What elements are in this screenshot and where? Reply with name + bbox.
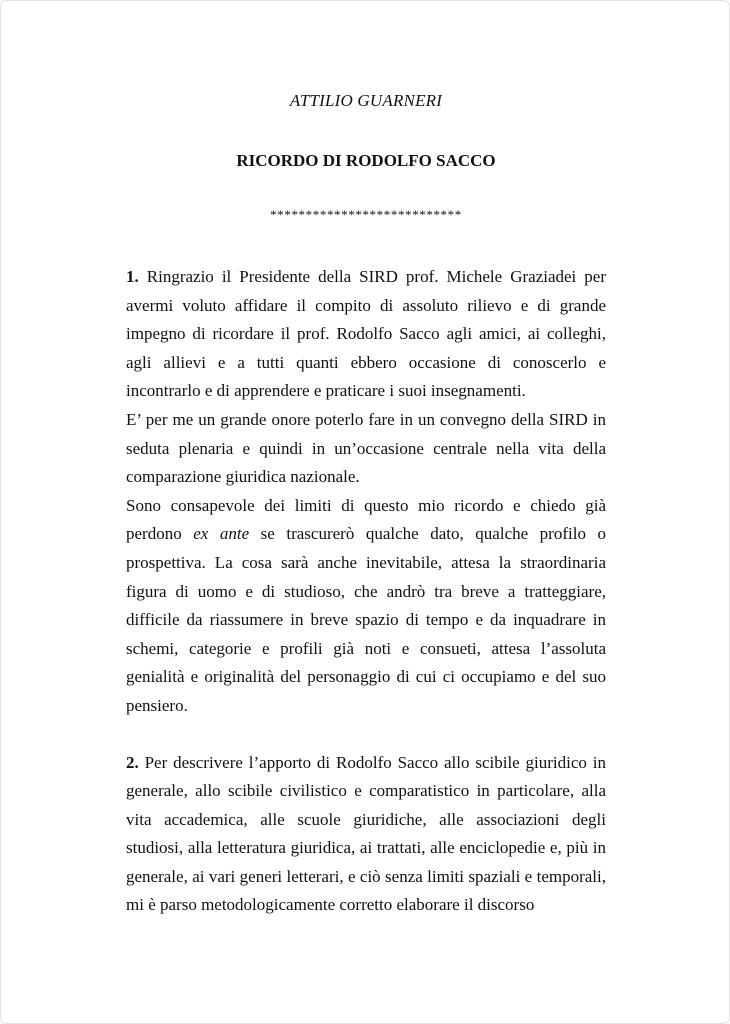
paragraph-text: se trascurerò qualche dato, qualche profilo o prospettiva. La cosa sarà anche inevitabile, attesa la straordinaria figura di uomo e di studioso, che andrò tra breve a tratteggiare, difficile da riassumere in breve spazio di tempo e da inquadrare in schemi, categorie e profili già noti e consueti, attesa l’assoluta genialità e originalità del personaggio di cui ci occupiamo e del suo pensiero. bbox=[126, 524, 606, 715]
paragraph-1-1 bbox=[126, 263, 606, 406]
document-title: RICORDO DI RODOLFO SACCO bbox=[236, 151, 496, 170]
paragraph-2-1 bbox=[126, 749, 606, 921]
section-number-2: 2. bbox=[126, 752, 139, 772]
paragraph-text: Ringrazio il Presidente della SIRD prof. Michele Graziadei per avermi voluto affidare il compito di assoluto rilievo e di grande impegno di ricordare il prof. Rodolfo Sacco agli amici, ai colleghi, agli allievi e a tutti quanti ebbero occasione di conoscerlo e incontrarlo e di apprendere e praticare i suoi insegnamenti. bbox=[126, 267, 606, 401]
section-number-1: 1. bbox=[126, 267, 139, 286]
paragraph-text: Sono consapevole dei limiti di questo mio ricordo e chiedo già perdono bbox=[126, 495, 606, 544]
author-name: ATTILIO GUARNERI bbox=[289, 91, 443, 110]
paragraph-1-3 bbox=[126, 492, 606, 721]
italic-phrase: ex ante bbox=[193, 524, 250, 544]
separator-line: *************************** bbox=[270, 207, 462, 222]
paragraph-text: Per descrivere l’apporto di Rodolfo Sacco allo scibile giuridico in generale, allo scibile civilistico e comparatistico in particolare, alla vita accademica, alle scuole giuridiche, alle associazioni degli studiosi, alla letteratura giuridica, ai trattati, alle enciclopedie e, più in generale, ai vari generi letterari, e ciò senza limiti spaziali e temporali, mi è parso metodologicamente corretto elaborare il discorso bbox=[126, 752, 606, 915]
document-body bbox=[126, 263, 606, 920]
section-gap bbox=[126, 721, 606, 749]
paragraph-1-2: E’ per me un grande onore poterlo fare in un convegno della SIRD in seduta plenaria e quindi in un’occasione centrale nella vita della comparazione giuridica nazionale. bbox=[126, 409, 606, 487]
